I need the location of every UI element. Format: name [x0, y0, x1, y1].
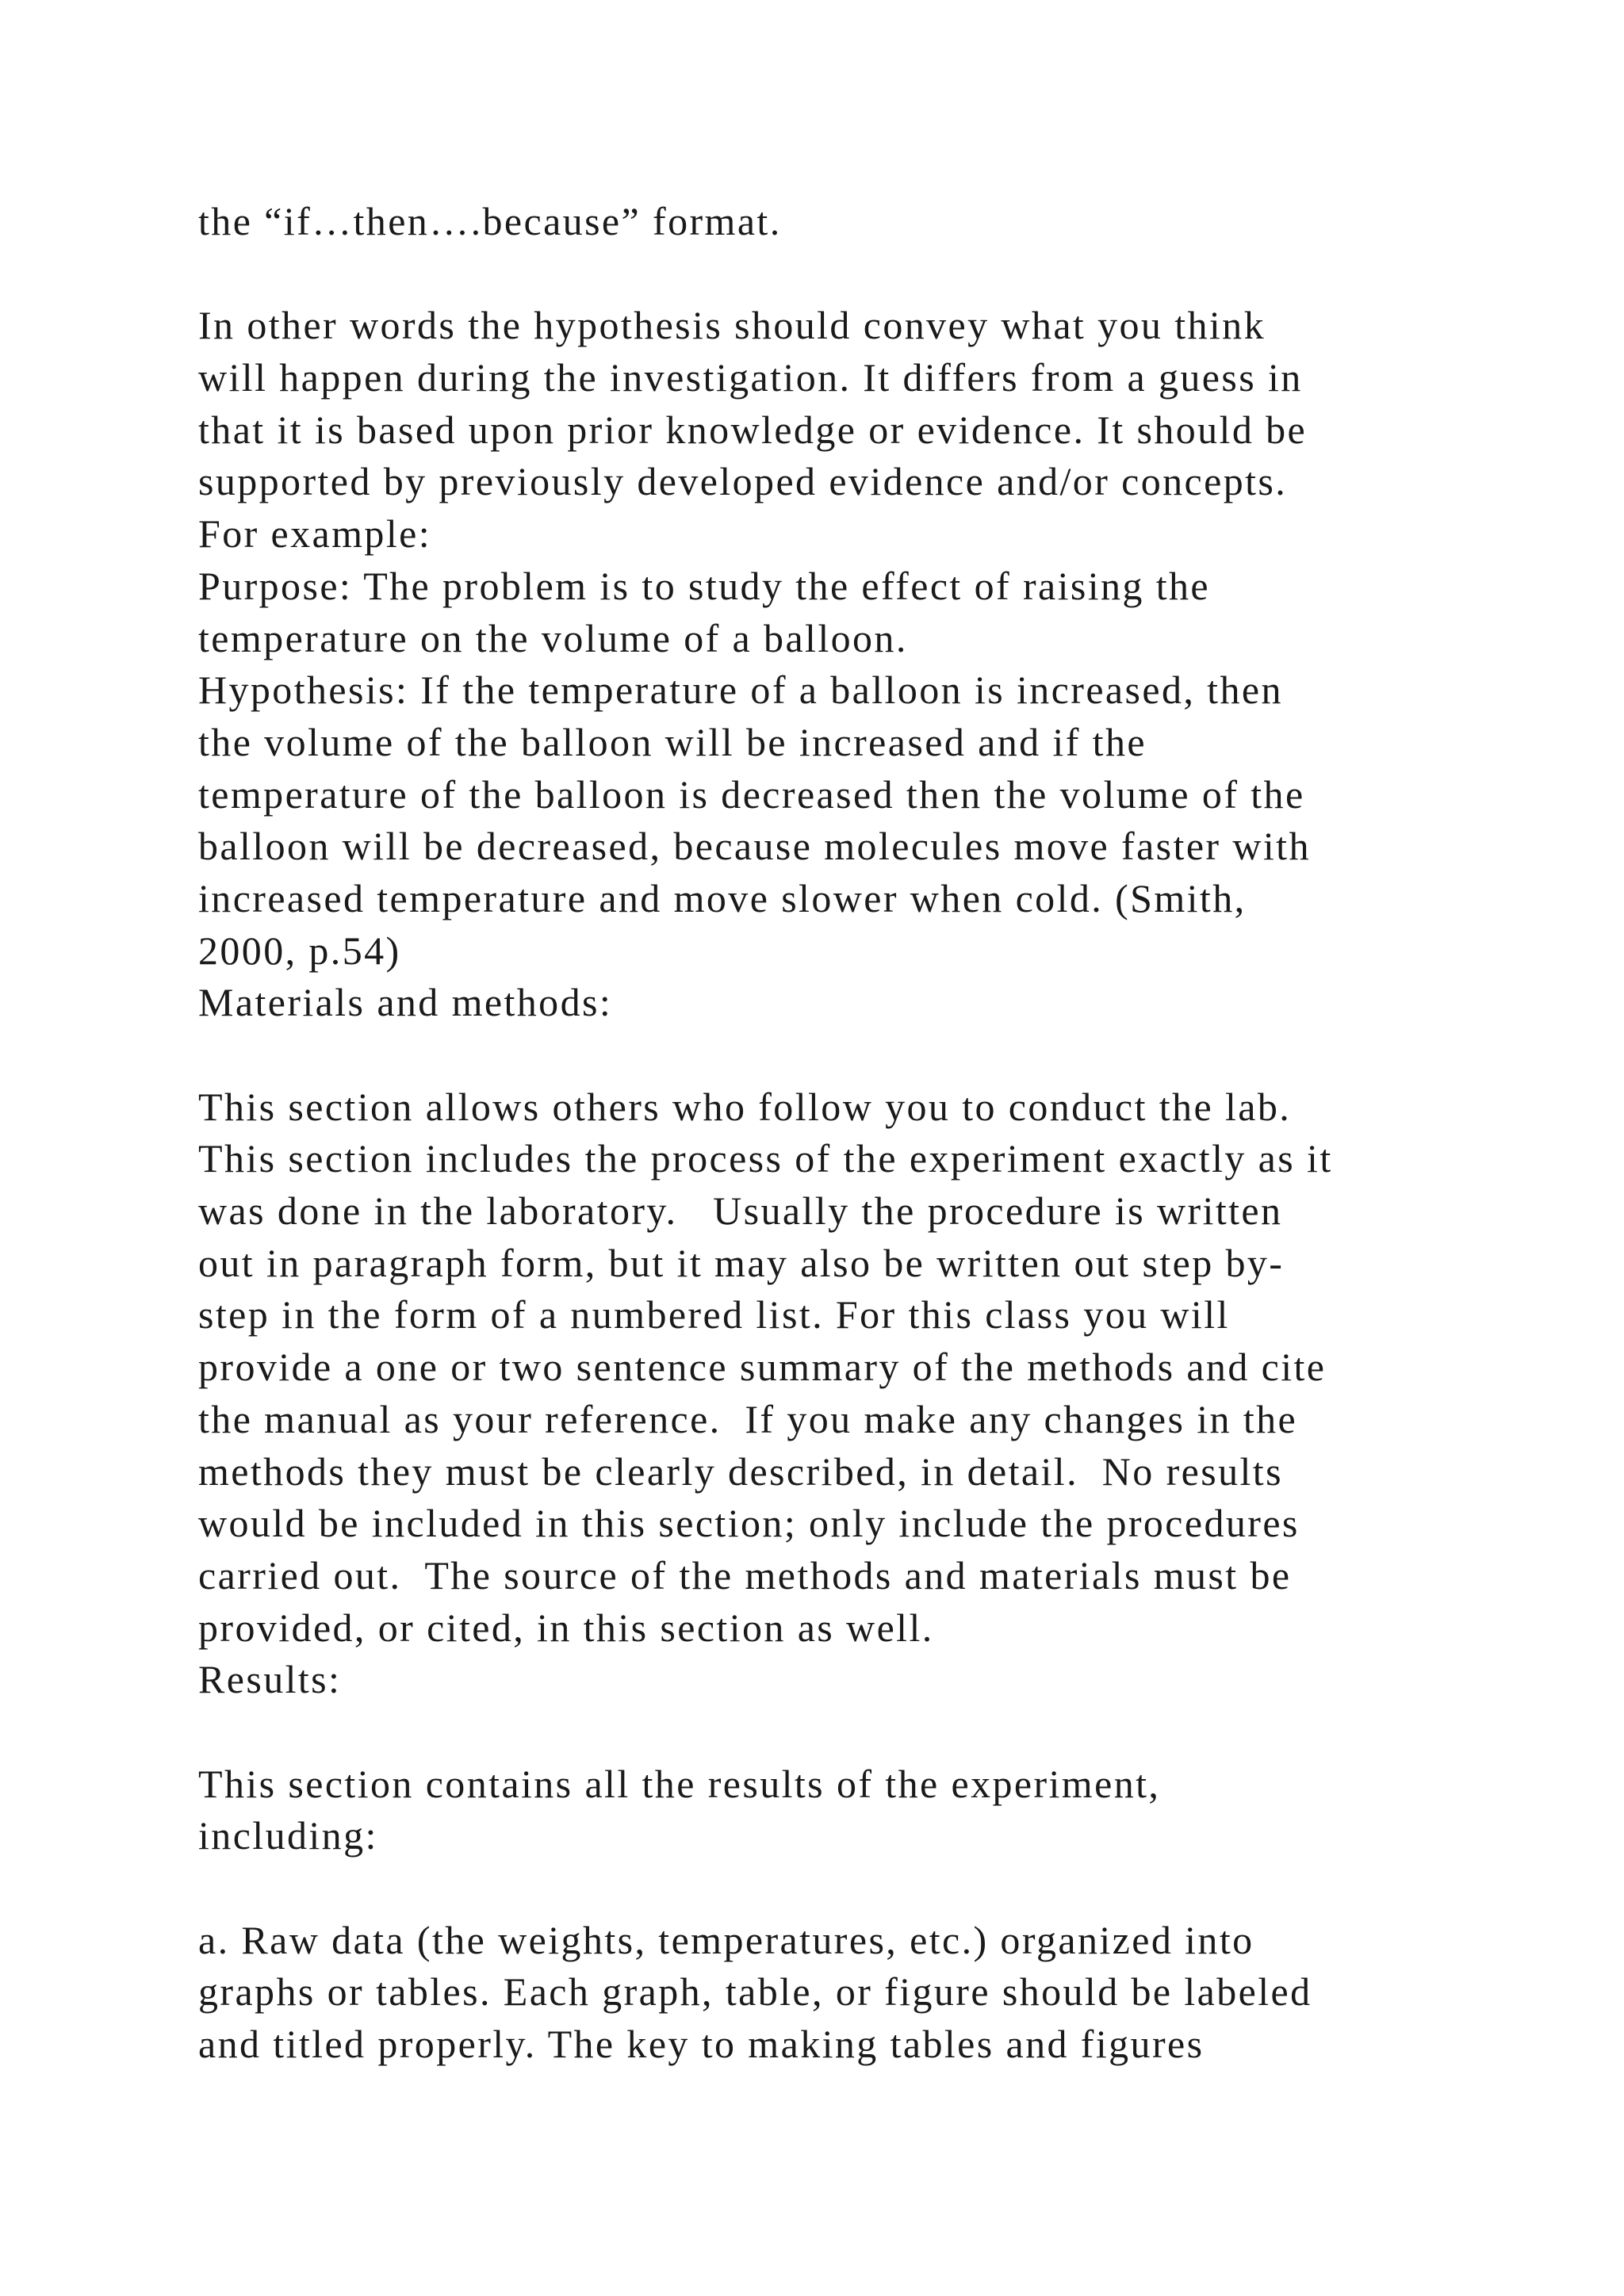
text-line: This section includes the process of the experiment exactly as it [198, 1136, 1333, 1181]
text-line: Purpose: The problem is to study the effect of raising the [198, 563, 1211, 608]
section-heading-results: Results: [198, 1657, 342, 1702]
text-line: graphs or tables. Each graph, table, or figure should be labeled [198, 1969, 1312, 2015]
blank-line [198, 248, 1546, 300]
text-line: Hypothesis: If the temperature of a balloon is increased, then [198, 668, 1283, 713]
text-line: This section contains all the results of the experiment, [198, 1761, 1161, 1806]
blank-line [198, 1706, 1546, 1758]
text-line: including: [198, 1813, 378, 1858]
text-line: balloon will be decreased, because molecules move faster with [198, 824, 1311, 869]
text-line: provided, or cited, in this section as well. [198, 1605, 934, 1650]
text-line: will happen during the investigation. It differs from a guess in [198, 355, 1303, 400]
text-line: temperature on the volume of a balloon. [198, 615, 908, 660]
text-line: methods they must be clearly described, in detail. No results [198, 1448, 1283, 1494]
text-line: supported by previously developed evidence and/or concepts. [198, 459, 1288, 504]
text-line: was done in the laboratory. Usually the procedure is written [198, 1188, 1283, 1234]
text-line: the volume of the balloon will be increased and if the [198, 719, 1147, 764]
text-line: the manual as your reference. If you make any changes in the [198, 1396, 1298, 1441]
text-line: out in paragraph form, but it may also be written out step by- [198, 1240, 1285, 1285]
text-line: increased temperature and move slower when cold. (Smith, [198, 875, 1247, 920]
text-line: the “if…then….because” format. [198, 199, 782, 243]
text-line: and titled properly. The key to making tables and figures [198, 2022, 1205, 2067]
blank-line [198, 1029, 1546, 1081]
text-line: provide a one or two sentence summary of the methods and cite [198, 1345, 1327, 1390]
text-line: carried out. The source of the methods and materials must be [198, 1552, 1292, 1598]
text-line: For example: [198, 511, 432, 557]
text-line: would be included in this section; only include the procedures [198, 1501, 1300, 1546]
text-line: In other words the hypothesis should convey what you think [198, 303, 1266, 348]
section-heading-materials-methods: Materials and methods: [198, 980, 613, 1025]
document-body [198, 196, 1546, 2071]
text-line: that it is based upon prior knowledge or evidence. It should be [198, 407, 1308, 452]
text-line: temperature of the balloon is decreased then the volume of the [198, 771, 1305, 817]
text-line: a. Raw data (the weights, temperatures, etc.) organized into [198, 1917, 1254, 1962]
text-line: step in the form of a numbered list. For this class you will [198, 1292, 1230, 1337]
text-line: This section allows others who follow you to conduct the lab. [198, 1084, 1292, 1129]
blank-line [198, 1862, 1546, 1915]
text-line: 2000, p.54) [198, 928, 401, 973]
